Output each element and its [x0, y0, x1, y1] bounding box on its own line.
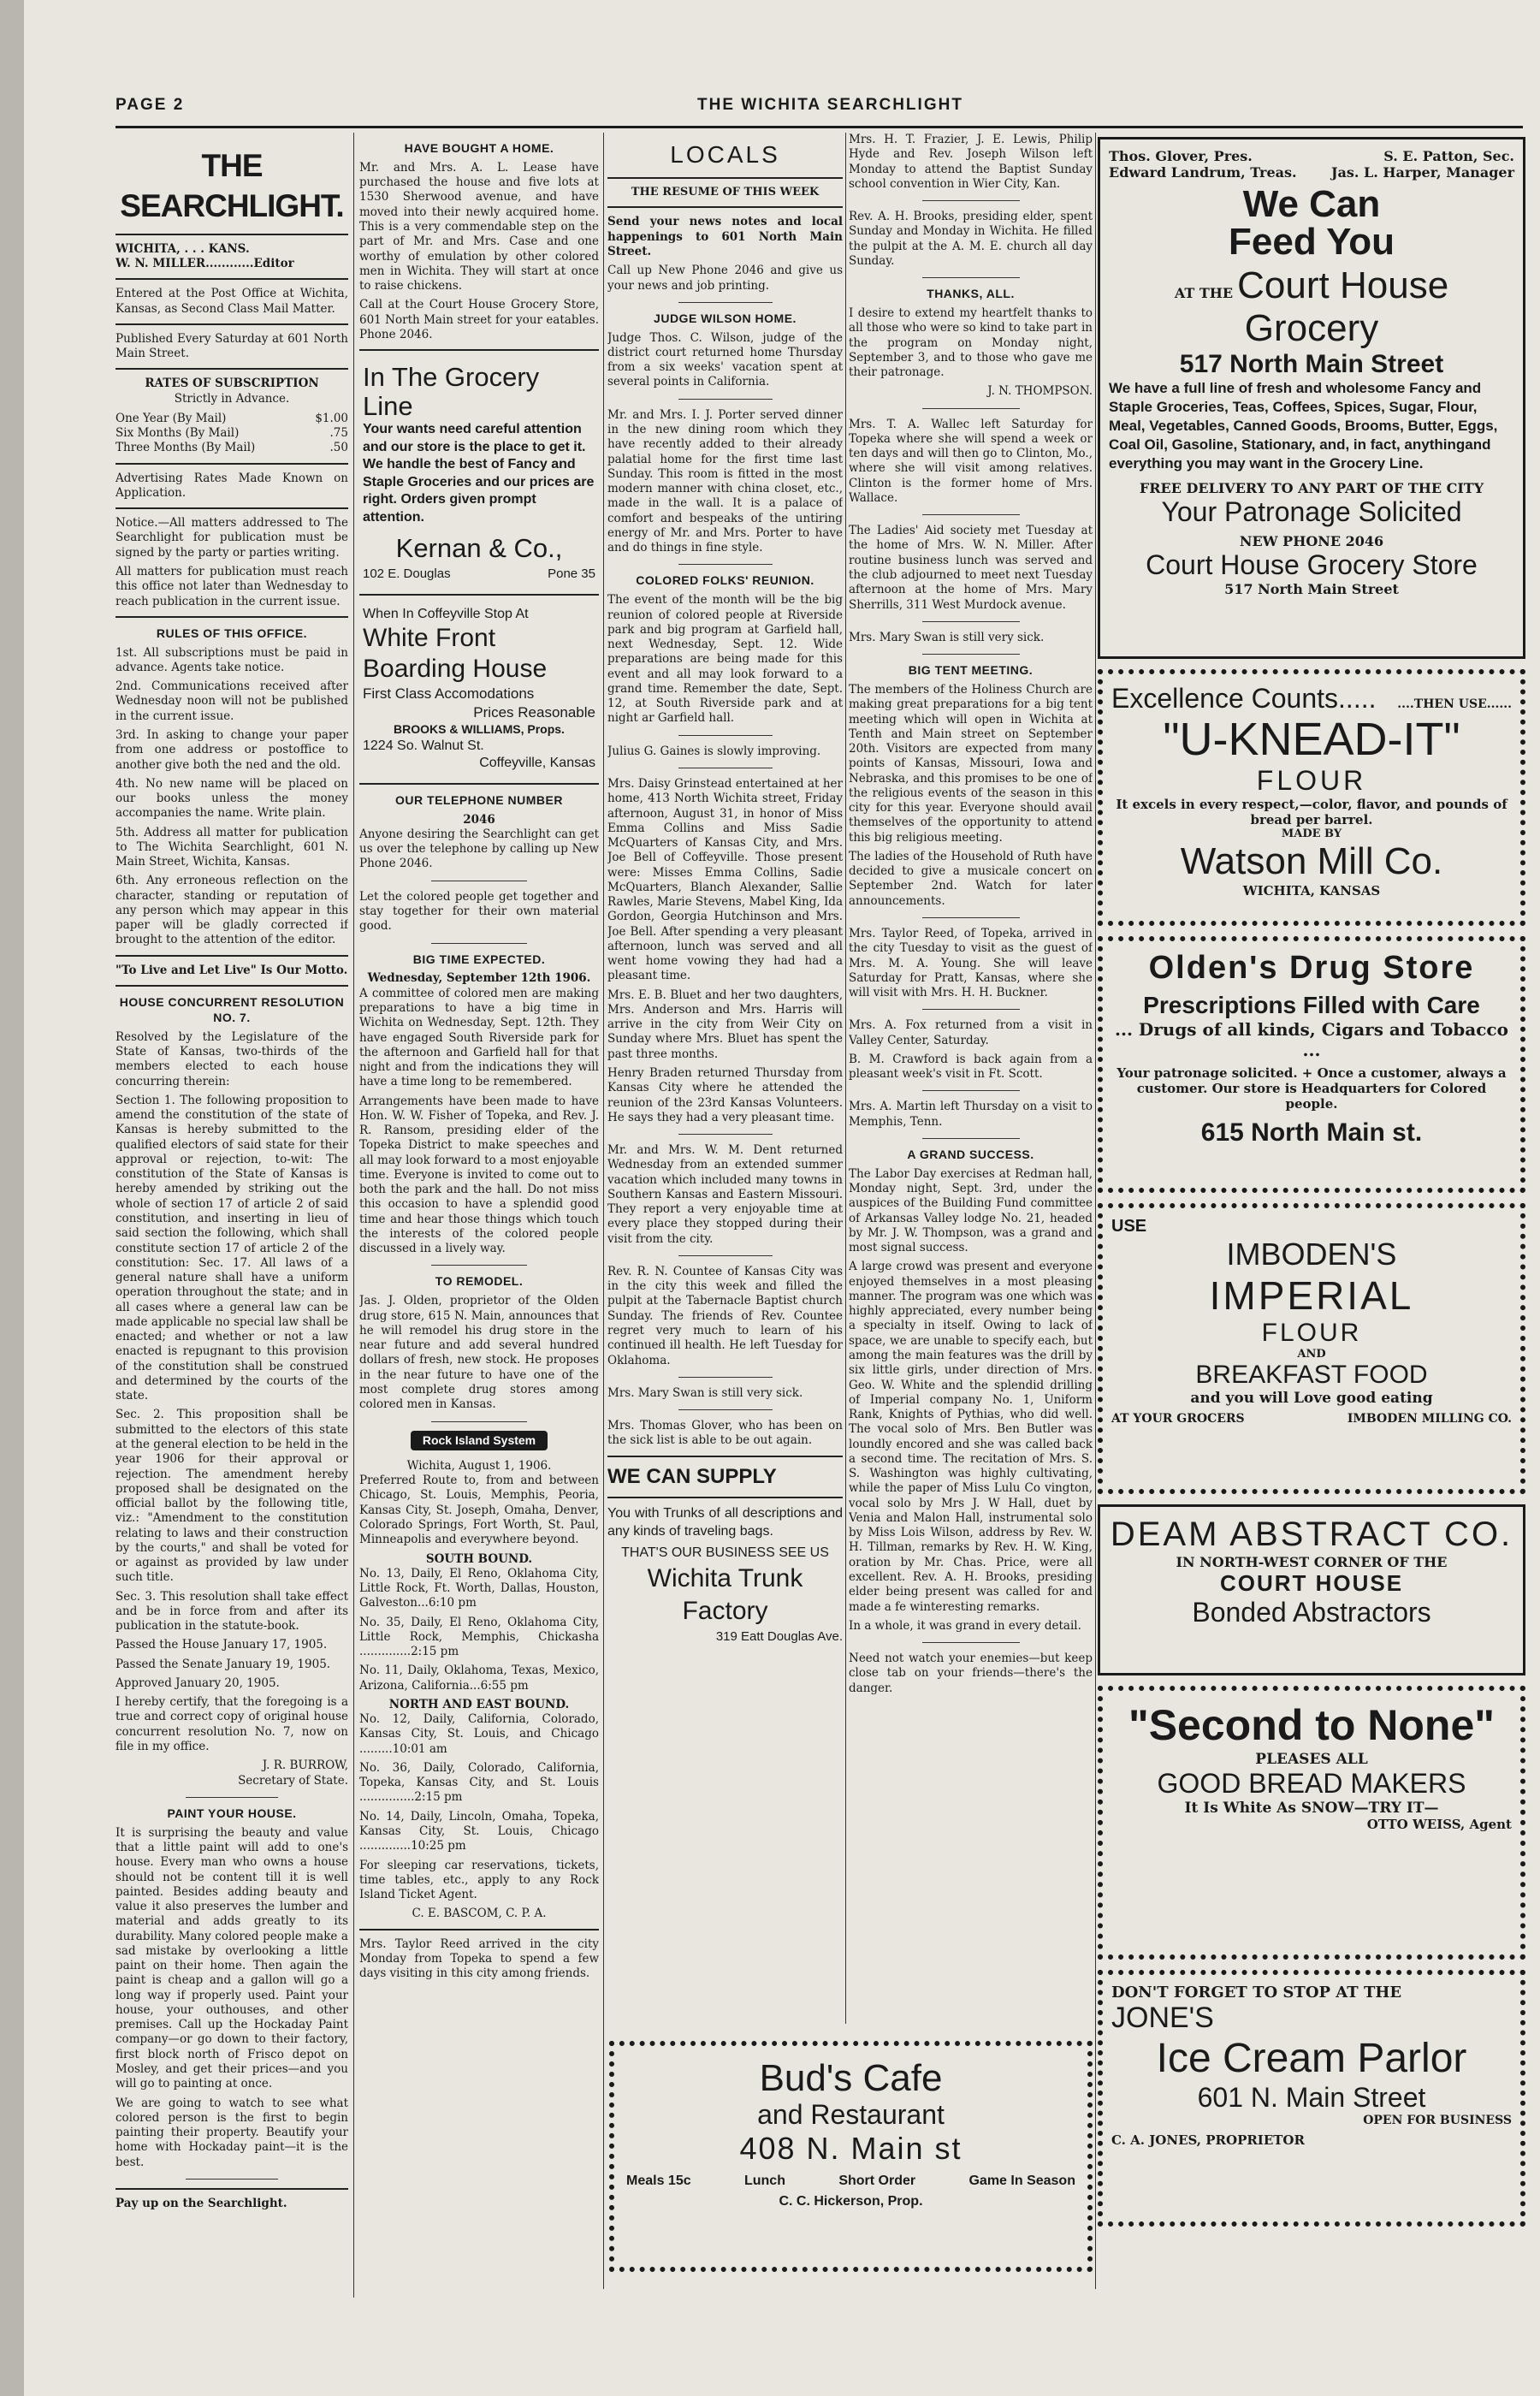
thanks-title: THANKS, ALL. — [927, 287, 1015, 301]
grocery-secretary: S. E. Patton, Sec. — [1383, 148, 1514, 164]
masthead-title: THE SEARCHLIGHT. — [120, 148, 344, 224]
imboden-flour: FLOUR — [1261, 1319, 1362, 1347]
grocery-store-address: 517 North Main Street — [1224, 581, 1399, 598]
otto-weiss-bread-ad — [1098, 1686, 1525, 1960]
kernan-footer: 102 E. Douglas Pone 35 — [363, 566, 595, 581]
boarding-accomodations: First Class Accomodations — [363, 685, 535, 703]
tent-title: BIG TENT MEETING. — [908, 663, 1034, 678]
trunk-name-2: Factory — [682, 1597, 768, 1626]
rates-table — [116, 412, 348, 456]
rate-row: Six Months (By Mail) .75 — [116, 426, 348, 441]
home-title: HAVE BOUGHT A HOME. — [404, 141, 554, 155]
rock-island-logo: Rock Island System — [411, 1431, 548, 1450]
resolution-paragraph: Passed the Senate January 19, 1905. — [116, 1657, 331, 1671]
grocery-manager: Jas. L. Harper, Manager — [1330, 164, 1514, 181]
imboden-name: IMBODEN'S — [1226, 1237, 1397, 1272]
trunk-name-1: Wichita Trunk — [647, 1563, 803, 1592]
column-four — [849, 133, 1093, 2015]
wilson-title: JUDGE WILSON HOME. — [654, 311, 797, 325]
jones-parlor: Ice Cream Parlor — [1156, 2036, 1467, 2081]
countee-text: Rev. R. N. Countee of Kansas City was in the city this week and filled the pulpit at the Tabernacle Baptist church Sunday. The friends of Rev. Countee regret very much to learn of his continued ill health. He left Tuesday for Oklahoma. — [607, 1264, 843, 1367]
bigtime-date: Wednesday, September 12th 1906. — [367, 971, 591, 986]
porter-text: Mr. and Mrs. I. J. Porter served dinner in the new dining room which they have recently added to their already palatial home for the first time last Sunday. This room is fitted in the most modern manner with china closet, etc., made in the wall. It is a palace of comfort and bespeaks of the untiring energy of Mr. and Mrs. Porter to have and do things in fine style. — [607, 407, 843, 555]
train-entry: No. 13, Daily, El Reno, Oklahoma City, Little Rock, Ft. Worth, Dallas, Houston, Galveston...6:10 pm — [359, 1566, 599, 1610]
rates-subtitle: Strictly in Advance. — [174, 391, 290, 406]
ad-column — [1098, 137, 1525, 2319]
bigtime-title: BIG TIME EXPECTED. — [412, 952, 546, 966]
buds-subtitle: and Restaurant — [757, 2099, 945, 2131]
rule-item: 6th. Any erroneous reflection on the character, standing or reputation of any person which may appear in this paper will be gladly corrected if brought to the attention of the editor. — [116, 874, 348, 947]
column-rule — [353, 133, 354, 2298]
matters-text: All matters for publication must reach this office not later than Wednesday to reach publication in the current issue. — [116, 564, 348, 608]
resolution-paragraph: Sec. 2. This proposition shall be submitted to the electors of this state at the general election to be held in the year 1906 for their approval or rejection. The amendment hereby proposed shall be designated on the official ballot by the following title, viz.: "Amendment to the constitution relating to laws and their construction by the courts," and shall be voted for or against as provided by law under such title. — [116, 1408, 348, 1585]
resolution-paragraph: I hereby certify, that the foregoing is a true and correct copy of original house concurrent resolution No. 7, now on file in my office. — [116, 1695, 348, 1754]
tent-paragraph: The ladies of the Household of Ruth have decided to give a musicale concert on September 2nd. Watch for later announcements. — [849, 849, 1093, 908]
column-rule — [1095, 133, 1096, 2289]
success-paragraph: The Labor Day exercises at Redman hall, Monday night, Sept. 3rd, under the auspices of the Building Fund committee of Arkansas Valley lodge No. 21, headed by Mr. J. W. Thompson, was a grand and most signal success. — [849, 1166, 1093, 1255]
column-locals — [607, 133, 843, 2015]
home-paragraph: Mr. and Mrs. A. L. Lease have purchased the house and five lots at 1530 Sherwood avenue, and have moved into their newly acquired home. This is a very commendable step on the part of Mr. and Mrs. Case and one worthy of emulation by other colored men in Wichita. They will start at once to raise chickens. — [359, 160, 599, 294]
grocery-president: Thos. Glover, Pres. — [1109, 148, 1253, 164]
rule-item: 2nd. Communications received after Wednesday noon will not be published in the current issue. — [116, 679, 348, 723]
buds-item: Lunch — [743, 2174, 785, 2189]
call-notice: Call up New Phone 2046 and give us your news and job printing. — [607, 264, 843, 293]
success-paragraph: A large crowd was present and everyone enjoyed themselves in a most pleasing manner. The program was one which was highly appreciated, every number being a specialty in itself. Owing to lack of space, we are unable to specify each, but among the main features was the drill by six little girls, under direction of Mrs. Geo. W. White and the splendid drilling of Imperial company No. 1, Uniform Rank, Knights of Pythias, who did well. The vocal solo of Mrs. Ben Butler was loundly encored and she was called back a second time. The recitation of Mrs. S. S. Washington was highly cultivating, while the paper of Miss Lulu Co vington, vocal solo by Mrs J. W Hall, duet by Venia and Malon Hall, instrumental solo by Miss Lois Wilson, address by Rev. W. H. Tillman, remarks by Rev. H. W. King, oration by Mr. Chas. Price, were all excellent. Rev. A. H. Brooks, presiding elder being present was called for and made a fe winteresting remarks. — [849, 1260, 1093, 1614]
reed-text: Mrs. Taylor Reed, of Topeka, arrived in the city Tuesday to visit as the guest of Mrs. M. A. Young. She will leave Saturday for Pratt, Kansas, where she will visit with Mrs. H. H. Buckner. — [849, 926, 1093, 1000]
imboden-and: AND — [1297, 1348, 1326, 1361]
abstract-name: DEAM ABSTRACT CO. — [1110, 1515, 1513, 1553]
bread-agent: OTTO WEISS, Agent — [1366, 1817, 1512, 1832]
home-paragraph: Call at the Court House Grocery Store, 601 North Main street for your eatables. Phone 2046. — [359, 298, 599, 341]
rates-title: RATES OF SUBSCRIPTION — [145, 377, 319, 391]
payup-note: Pay up on the Searchlight. — [116, 2196, 287, 2210]
jones-open: OPEN FOR BUSINESS — [1363, 2114, 1512, 2127]
train-entry: No. 11, Daily, Oklahoma, Texas, Mexico, Arizona, California...6:55 pm — [359, 1664, 599, 1693]
bigtime-paragraph: Arrangements have been made to have Hon. W. W. Fisher of Topeka, and Rev. J. R. Ransom, presiding elder of the Topeka District to make speeches and all may look forward to a most enjoyable time. Everyone is invited to come out to both the park and the hall. Do not miss this occasion to have a splendid good time and hear those things which touch the interests of the colored people discussed in a lively way. — [359, 1094, 599, 1256]
boarding-address: 1224 So. Walnut St. — [363, 738, 484, 753]
resolution-paragraph: Approved January 20, 1905. — [116, 1675, 280, 1690]
imboden-grocers: AT YOUR GROCERS — [1111, 1412, 1245, 1426]
thanks-signature: J. N. THOMPSON. — [987, 384, 1093, 399]
olden-drugs: ... Drugs of all kinds, Cigars and Tobacco ... — [1115, 1019, 1508, 1060]
success-title: A GRAND SUCCESS. — [907, 1147, 1034, 1161]
resolution-paragraph: Resolved by the Legislature of the State of Kansas, two-thirds of the members elected to each house concurring therein: — [116, 1029, 348, 1088]
abstract-corner: IN NORTH-WEST CORNER OF THE — [1176, 1554, 1448, 1570]
kernan-body: Your wants need careful attention and our store is the place to get it. We handle the best of Fancy and Staple Groceries and our prices are right. Orders given prompt attention. — [363, 422, 595, 525]
column-masthead — [116, 133, 348, 2306]
grocery-delivery: FREE DELIVERY TO ANY PART OF THE CITY — [1139, 480, 1484, 497]
grocery-store: Court House Grocery Store — [1146, 549, 1478, 581]
boarding-city: Coffeyville, Kansas — [479, 756, 595, 771]
grocery-we-can: We Can — [1242, 183, 1381, 225]
aid-text: The Ladies' Aid society met Tuesday at the home of Mrs. W. N. Miller. After routine business lunch was served and the club adjourned to meet next Tuesday afternoon at the home of Mrs. Mary Sherrills, 311 West Murdock avenue. — [849, 524, 1093, 612]
watson-made-by: MADE BY — [1281, 827, 1342, 841]
paint-title: PAINT YOUR HOUSE. — [167, 1806, 297, 1820]
swan-text: Mrs. Mary Swan is still very sick. — [607, 1385, 803, 1400]
kernan-ad — [359, 358, 599, 587]
published-notice: Published Every Saturday at 601 North Main Street. — [116, 331, 348, 361]
boarding-name-2: Boarding House — [363, 655, 548, 684]
paint-paragraph: It is surprising the beauty and value that a little paint will add to one's house. Every man who owns a house should not be content till it is well painted. Besides adding beauty and value it also preserves the lumber and material and adds greatly to its durability. Many colored people make a sad mistake by overlooking a little paint on their home. Then again the paint is cheap and a gallon will go a long way if properly used. Paint your house, your outhouses, and other premises. Call up the Hockaday Paint company—or go down to their factory, first block north of Frisco depot on Mosley, and get their prices—and you will go to painting at once. — [116, 1825, 348, 2091]
watson-flour: FLOUR — [1256, 765, 1367, 797]
imboden-milling: IMBODEN MILLING CO. — [1347, 1412, 1512, 1426]
trunk-address: 319 Eatt Douglas Ave. — [715, 1628, 843, 1644]
boarding-intro: When In Coffeyville Stop At — [363, 606, 529, 621]
reunion-text: The event of the month will be the big reunion of colored people at Riverside park and big program at Garfield hall, next Wednesday, Sept. 12. Wide preparations are being made for this event and all may look forward to a grand time. Remember the date, Sept. 12, at South Riverside park and at night ar Garfield hall. — [607, 593, 843, 726]
kernan-name: Kernan & Co., — [395, 533, 563, 564]
abstract-courthouse: COURT HOUSE — [1219, 1570, 1404, 1596]
trunk-ad — [607, 1464, 843, 1645]
enemies-text: Need not watch your enemies—but keep close tab on your friends—there's the danger. — [849, 1652, 1093, 1695]
motto: "To Live and Let Live" Is Our Motto. — [116, 963, 348, 977]
buds-cafe-ad — [609, 2041, 1093, 2272]
buds-address: 408 N. Main st — [739, 2131, 962, 2167]
page-header — [116, 96, 1519, 122]
paint-paragraph: We are going to watch to see what colored person is the first to begin painting their property. Beautify your home with Hockaday paint—it is the best. — [116, 2096, 348, 2169]
dent-text: Mr. and Mrs. W. M. Dent returned Wednesday from an extended summer vacation which included many towns in Southern Kansas and Eastern Missouri. They report a very enjoyable time at every place they stopped during their visit from the city. — [607, 1143, 843, 1246]
trunk-headline: WE CAN SUPPLY — [607, 1464, 777, 1488]
olden-name: Olden's Drug Store — [1148, 950, 1475, 986]
boarding-ad — [359, 602, 599, 776]
fox-text: Mrs. A. Fox returned from a visit in Valley Center, Saturday. — [849, 1018, 1093, 1047]
bluet-text: Mrs. E. B. Bluet and her two daughters, Mrs. Anderson and Mrs. Harris will arrive in the city from Weir City on Sunday where Mrs. Bluet has spent the past three months. — [607, 987, 843, 1061]
page-number: PAGE 2 — [116, 96, 185, 114]
buds-items — [626, 2174, 1075, 2189]
signature-title: Secretary of State. — [238, 1773, 348, 1788]
buds-item: Game In Season — [968, 2174, 1075, 2189]
notice-text: Notice.—All matters addressed to The Searchlight for publication must be signed by the party or parties writing. — [116, 516, 348, 560]
resolution-paragraph: Passed the House January 17, 1905. — [116, 1638, 328, 1652]
locals-title: LOCALS — [670, 141, 780, 168]
imboden-breakfast: BREAKFAST FOOD — [1195, 1361, 1428, 1389]
imboden-use: USE — [1111, 1217, 1147, 1236]
phone-number: 2046 — [463, 812, 495, 827]
rock-intro: Preferred Route to, from and between Chicago, St. Louis, Memphis, Peoria, Kansas City, St. Joseph, Omaha, Denver, Colorado Springs, Fort Worth, St. Paul, Minneapolis and everywhere beyond. — [359, 1474, 599, 1547]
grocery-body: We have a full line of fresh and wholesome Fancy and Staple Groceries, Teas, Coffees, Spices, Sugar, Flour, Meal, Vegetables, Canned Goods, Brooms, Butter, Eggs, Coal Oil, Gasoline, Stationary, and, in fact, anythingand everything you may want in the Grocery Line. — [1109, 380, 1498, 472]
bread-makers: GOOD BREAD MAKERS — [1157, 1768, 1466, 1799]
imboden-imperial: IMPERIAL — [1209, 1273, 1414, 1318]
kernan-headline: In The Grocery Line — [363, 362, 540, 422]
imboden-flour-ad — [1098, 1203, 1525, 1494]
martin-text: Mrs. A. Martin left Thursday on a visit to Memphis, Tenn. — [849, 1100, 1093, 1129]
tent-paragraph: The members of the Holiness Church are making great preparations for a big tent meeting which will open in Wichita at Tenth and Main street on September 20th. Visitors are expected from many points of Kansas, Missouri, Iowa and Nebraska, and this promises to be one of the religious events of the season in this city for this year. Everyone should avail themselves of the opportunity to attend this big religious meeting. — [849, 682, 1093, 845]
rule-item: 1st. All subscriptions must be paid in advance. Agents take notice. — [116, 645, 348, 674]
grocery-treasurer: Edward Landrum, Treas. — [1109, 164, 1297, 181]
trunk-body: You with Trunks of all descriptions and any kinds of traveling bags. — [607, 1506, 843, 1539]
newspaper-title: THE WICHITA SEARCHLIGHT — [697, 96, 963, 114]
abstract-bonded: Bonded Abstractors — [1192, 1597, 1431, 1628]
boarding-props: BROOKS & WILLIAMS, Props. — [394, 721, 565, 736]
braden-text: Henry Braden returned Thursday from Kansas City where he attended the reunion of the 23rd Kansas Volunteers. He says they had a very pleasant time. — [607, 1066, 843, 1124]
buds-item: Short Order — [838, 2174, 916, 2189]
trunk-business: THAT'S OUR BUSINESS SEE US — [621, 1545, 829, 1561]
train-entry: No. 35, Daily, El Reno, Oklahoma City, Little Rock, Memphis, Chickasha ..............2:15 pm — [359, 1615, 599, 1659]
watson-brand: "U-KNEAD-IT" — [1163, 714, 1460, 765]
rate-row: One Year (By Mail) $1.00 — [116, 411, 348, 425]
deam-abstract-ad — [1098, 1504, 1525, 1675]
resolution-paragraph: Section 1. The following proposition to amend the constitution of the state of Kansas is hereby submitted to the qualified electors of said state for their approval or rejection, to-wit: The constitution of the State of Kansas is hereby amended by striking out the whole of section 17 of article 2 of said constitution, and inserting in lieu of said section the following, which shall constitute section 17 of article 2 of the constitution: Sec. 17. All laws of a general nature shall have a uniform operation throughout the state; and in all cases where a general law can be made applicable no special law shall be enacted; and whether or not a law enacted is repugnant to this provision of the constitution shall be construed and determined by the courts of the state. — [116, 1093, 348, 1403]
watson-then-use: ....THEN USE...... — [1397, 697, 1512, 711]
rule-item: 5th. Address all matter for publication to The Wichita Searchlight, 601 N. Main Street, Wichita, Kansas. — [116, 825, 348, 869]
page-edge — [0, 0, 24, 2396]
buds-item: Meals 15c — [626, 2174, 691, 2189]
masthead-editor: W. N. MILLER............Editor — [116, 256, 294, 270]
train-entry: No. 14, Daily, Lincoln, Omaha, Topeka, Kansas City, St. Louis, Chicago ..............10:25 pm — [359, 1809, 599, 1853]
column-rule — [845, 133, 846, 2024]
phone-text: Anyone desiring the Searchlight can get us over the telephone by calling up New Phone 2046. — [359, 827, 599, 871]
olden-prescriptions: Prescriptions Filled with Care — [1143, 992, 1480, 1018]
court-house-grocery-ad — [1098, 137, 1525, 659]
jones-dont: DON'T FORGET TO STOP AT THE — [1111, 1984, 1402, 2002]
grocery-name: Court House Grocery — [1237, 264, 1449, 349]
jones-proprietor: C. A. JONES, PROPRIETOR — [1111, 2132, 1305, 2148]
watson-mill-ad — [1098, 669, 1525, 926]
together-text: Let the colored people get together and stay together for their own material good. — [359, 889, 599, 934]
remodel-text: Jas. J. Olden, proprietor of the Olden drug store, 615 N. Main, announces that he will remodel his drug store in the near future and add several hundred dollars of fresh, new stock. He proposes in the near future to have one of the most complete drug stores among colored men in Kansas. — [359, 1294, 599, 1412]
grocery-feed: Feed You — [1229, 221, 1395, 263]
reunion-title: COLORED FOLKS' REUNION. — [636, 573, 814, 588]
bread-white: It Is White As SNOW—TRY IT— — [1184, 1800, 1439, 1817]
watson-excellence: Excellence Counts..... — [1111, 683, 1377, 714]
glover-text: Mrs. Thomas Glover, who has been on the sick list is able to be out again. — [607, 1419, 843, 1448]
column-two — [359, 133, 599, 2289]
header-rule — [116, 126, 1523, 128]
wallec-text: Mrs. T. A. Wallec left Saturday for Topeka where she will spend a week or ten days and will then go to Clinton, Mo., where she will visit among relatives. Clinton is the former home of Mrs. Wallace. — [849, 417, 1093, 505]
grocery-at-the: AT THE — [1174, 285, 1234, 301]
grocery-patronage: Your Patronage Solicited — [1161, 496, 1462, 528]
jones-name: JONE'S — [1111, 2002, 1214, 2034]
watson-mill-name: Watson Mill Co. — [1180, 840, 1443, 883]
taylor-note: Mrs. Taylor Reed arrived in the city Monday from Topeka to spend a few days visiting in this city among friends. — [359, 1936, 599, 1981]
grocery-phone: NEW PHONE 2046 — [1239, 533, 1384, 550]
gaines-text: Julius G. Gaines is slowly improving. — [607, 744, 821, 758]
rock-date: Wichita, August 1, 1906. — [406, 1458, 552, 1473]
remodel-title: TO REMODEL. — [435, 1274, 524, 1289]
north-title: NORTH AND EAST BOUND. — [388, 1697, 570, 1711]
olden-drug-store-ad — [1098, 936, 1525, 1193]
watson-excels: It excels in every respect,—color, flavor, and pounds of bread per barrel. — [1116, 797, 1507, 828]
rock-agent: C. E. BASCOM, C. P. A. — [412, 1907, 547, 1921]
train-entry: No. 12, Daily, California, Colorado, Kansas City, St. Louis, and Chicago .........10:01 am — [359, 1712, 599, 1756]
olden-address: 615 North Main st. — [1200, 1118, 1423, 1147]
rule-item: 4th. No new name will be placed on our books unless the money accompanies the name. Write plain. — [116, 776, 348, 821]
train-entry: No. 36, Daily, Colorado, California, Topeka, Kansas City, and St. Louis ...............2:15 pm — [359, 1760, 599, 1805]
imboden-love: and you will Love good eating — [1190, 1390, 1433, 1407]
watson-city: WICHITA, KANSAS — [1242, 883, 1381, 899]
jones-ice-cream-ad — [1098, 1970, 1525, 2227]
wilson-text: Judge Thos. C. Wilson, judge of the district court returned home Thursday from a six weeks' vacation spent at several points in California. — [607, 330, 843, 389]
rock-closing: For sleeping car reservations, tickets, time tables, etc., apply to any Rock Island Ticket Agent. — [359, 1858, 599, 1902]
rule-item: 3rd. In asking to change your paper from one address or postoffice to another give both the ned and the old. — [116, 728, 348, 772]
crawford-text: B. M. Crawford is back again from a pleasant week's visit in Ft. Scott. — [849, 1052, 1093, 1082]
send-notice: Send your news notes and local happenings to 601 North Main Street. — [607, 215, 843, 258]
brooks-text: Rev. A. H. Brooks, presiding elder, spent Sunday and Monday in Wichita. He filled the pulpit at the A. M. E. church all day Sunday. — [849, 210, 1093, 268]
buds-name: Bud's Cafe — [759, 2057, 943, 2099]
grinstead-text: Mrs. Daisy Grinstead entertained at her home, 413 North Wichita street, Friday afternoon, August 31, in honor of Miss Emma Collins and Miss Sadie McQuarters of Kansas City, and Mrs. Joe Bell of Coffeyville. Those present were: Misses Emma Collins, Sadie McQuarters, Blanch Alexander, Sallie Rawles, Marie Stevens, Mabel King, Ida Gordon, Georgia Hutchinson and Mrs. Joe Bell. After spending a very pleasant afternoon, lunch was served and all went home vowing they had had a pleasant time. — [607, 776, 843, 983]
column-rule — [603, 133, 604, 2289]
advertising-note: Advertising Rates Made Known on Application. — [116, 471, 348, 500]
rate-row: Three Months (By Mail) .50 — [116, 441, 348, 455]
resolution-paragraph: Sec. 3. This resolution shall take effect and be in force from and after its publication in the statute-book. — [116, 1589, 348, 1634]
success-paragraph: In a whole, it was grand in every detail. — [849, 1618, 1081, 1633]
rules-title: RULES OF THIS OFFICE. — [156, 626, 308, 640]
bread-pleases: PLEASES ALL — [1255, 1751, 1368, 1768]
bread-second: "Second to None" — [1128, 1701, 1495, 1749]
thanks-text: I desire to extend my heartfelt thanks to all those who were so kind to take part in the program on Monday night, September 3, and to those who gave me their patronage. — [849, 306, 1093, 380]
bigtime-paragraph: A committee of colored men are making preparations to have a big time in Wichita on Wednesday, Sept. 12th. They have engaged South Riverside park for the afternoon and Garfield hall for that night and from the indications they will have a time long to be remembered. — [359, 986, 599, 1089]
boarding-name-1: White Front — [363, 624, 496, 653]
grocery-street: 517 North Main Street — [1179, 350, 1444, 378]
resolution-title: HOUSE CONCURRENT RESOLUTION NO. 7. — [119, 994, 345, 1024]
boarding-prices: Prices Reasonable — [473, 704, 595, 721]
masthead-location: WICHITA, . . . KANS. — [116, 241, 250, 256]
signature-name: J. R. BURROW, — [262, 1758, 348, 1773]
phone-title: OUR TELEPHONE NUMBER — [395, 792, 563, 807]
resume-banner: THE RESUME OF THIS WEEK — [631, 185, 820, 199]
jones-address: 601 N. Main Street — [1197, 2082, 1426, 2113]
entered-notice: Entered at the Post Office at Wichita, Kansas, as Second Class Mail Matter. — [116, 287, 348, 316]
swan-text-2: Mrs. Mary Swan is still very sick. — [849, 630, 1045, 644]
olden-solicit: Your patronage solicited. + Once a customer, always a customer. Our store is Headquarters for Colored people. — [1116, 1065, 1507, 1112]
buds-proprietor: C. C. Hickerson, Prop. — [779, 2194, 923, 2209]
frazier-text: Mrs. H. T. Frazier, J. E. Lewis, Philip Hyde and Rev. Joseph Wilson left Monday to attend the Baptist Sunday school convention in Wier City, Kan. — [849, 133, 1093, 191]
south-title: SOUTH BOUND. — [425, 1551, 533, 1566]
